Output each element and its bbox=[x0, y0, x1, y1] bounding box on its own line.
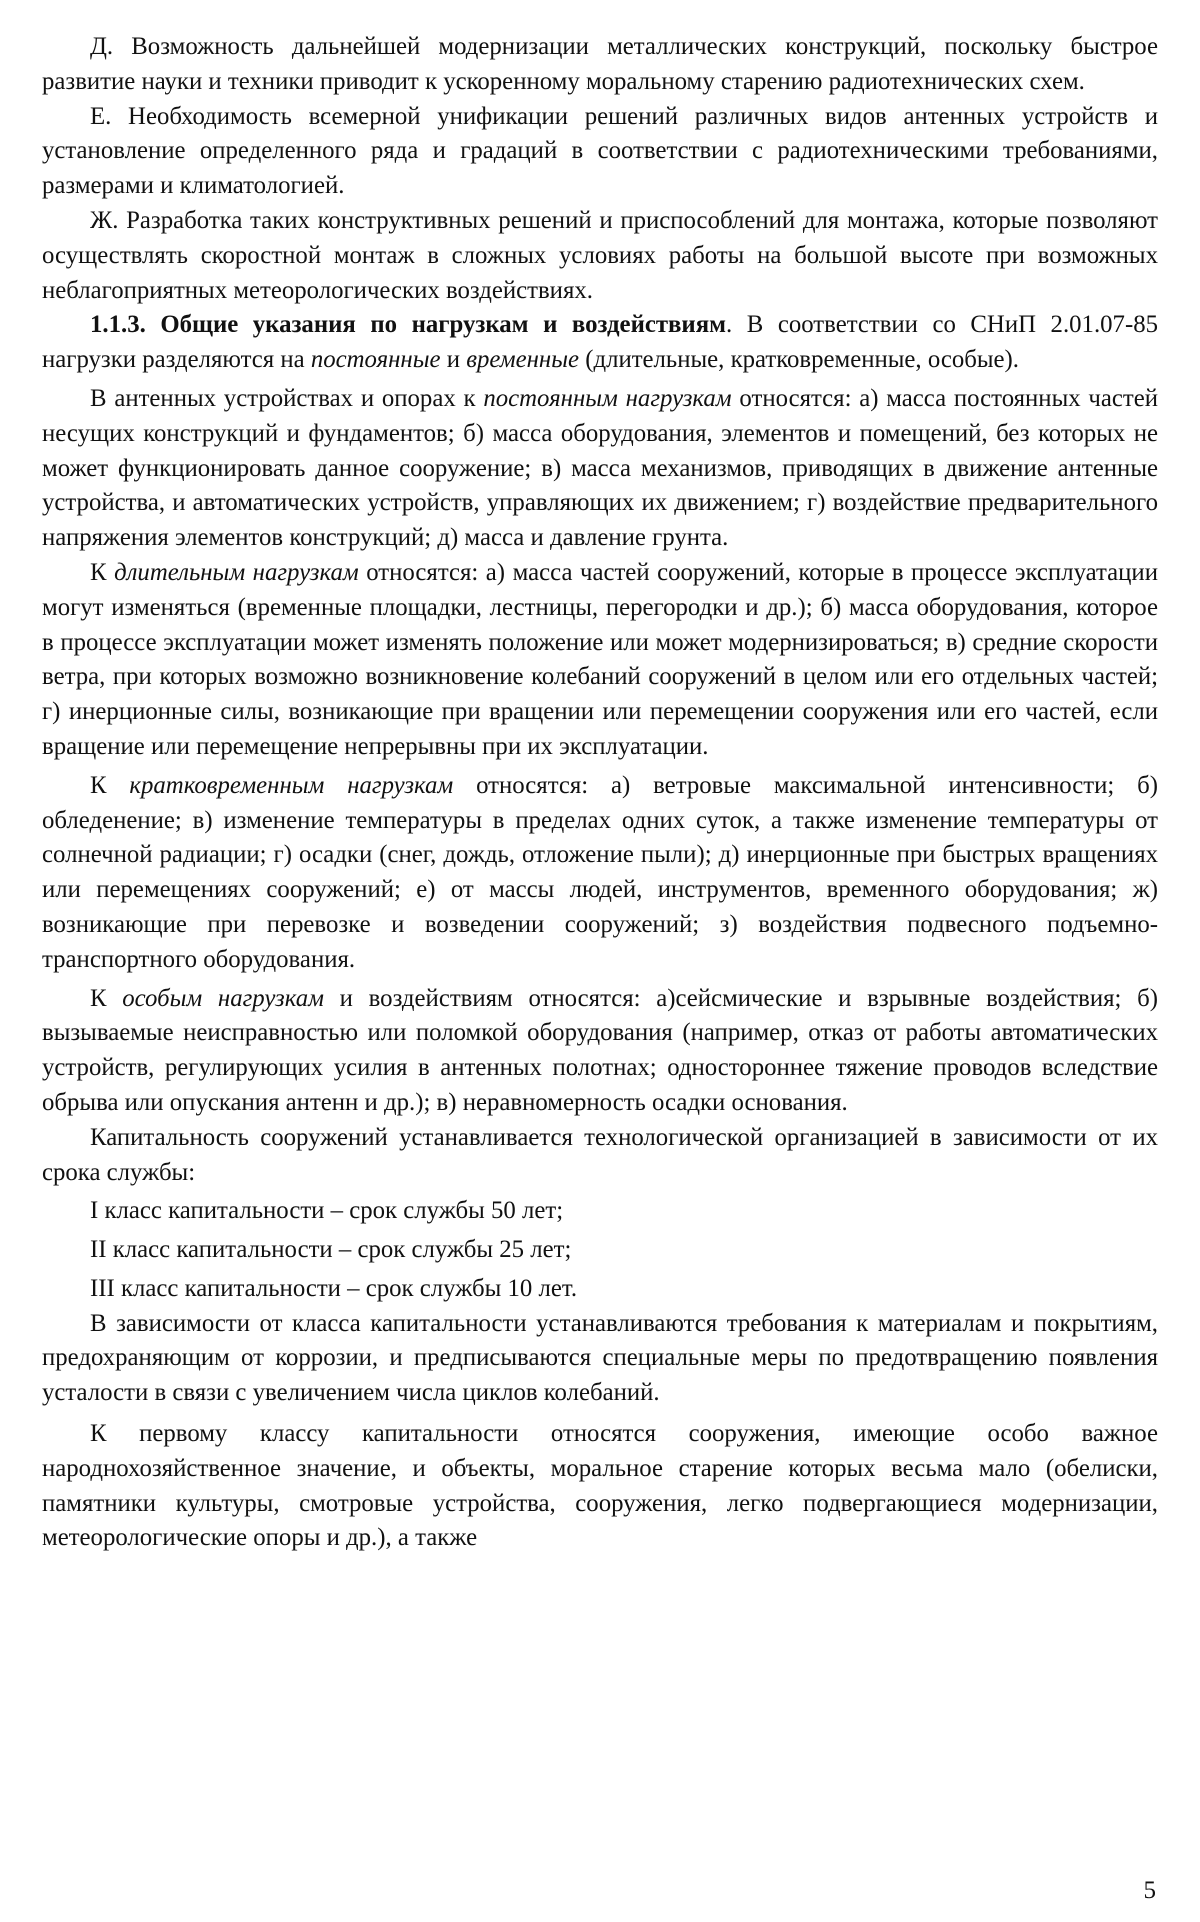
paragraph-first-class: К первому классу капитальности относятся сооружения, имеющие особо важное народнохозяйственное значение, и объекты, моральное старение которых весьма мало (обелиски, памятники культуры, смотровые устройства, сооружения, легко подвергающиеся модернизации, метеорологические опоры и др.), а также bbox=[42, 1420, 1158, 1552]
paragraph-permanent-loads: В антенных устройствах и опорах к постоянным нагрузкам относятся: а) масса постоянных частей несущих конструкций и фундаментов; б) масса оборудования, элементов и помещений, без которых не может функционировать данное сооружение; в) масса механизмов, приводящих в движение антенные устройства, и автоматических устройств, управляющих их движением; г) воздействие предварительного напряжения элементов конструкций; д) масса и давление грунта. bbox=[42, 384, 1158, 552]
paragraph-class-requirements: В зависимости от класса капитальности устанавливаются требования к материалам и покрытиям, предохраняющим от коррозии, и предписываются специальные меры по предотвращению появления усталости в связи с увеличением числа циклов колебаний. bbox=[42, 1309, 1158, 1407]
paragraph-e: Е. Необходимость всемерной унификации решений различных видов антенных устройств и установление определенного ряда и градаций в соответствии с радиотехническими требованиями, размерами и климатологией. bbox=[42, 102, 1158, 200]
class-2-item: II класс капитальности – срок службы 25 лет; bbox=[90, 1236, 572, 1264]
class-3-item: III класс капитальности – срок службы 10 лет. bbox=[90, 1274, 578, 1302]
term-temporary: временные bbox=[466, 346, 579, 374]
term-special-loads: особым нагрузкам bbox=[122, 984, 324, 1012]
term-permanent-loads: постоянным нагрузкам bbox=[483, 384, 732, 412]
paragraph-special-loads: К особым нагрузкам и воздействиям относятся: а)сейсмические и взрывные воздействия; б) вызываемые неисправностью или поломкой оборудования (например, отказ от работы автоматических устройств, регулирующих усилия в антенных полотнах; одностороннее тяжение проводов вследствие обрыва или опускания антенн и др.); в) неравномерность осадки основания. bbox=[42, 984, 1158, 1116]
section-heading: 1.1.3. Общие указания по нагрузкам и воздействиям bbox=[90, 311, 727, 339]
term-short-term-loads: кратковременным нагрузкам bbox=[129, 771, 454, 799]
term-permanent: постоянные bbox=[310, 346, 441, 374]
paragraph-short-term-loads: К кратковременным нагрузкам относятся: а) ветровые максимальной интенсивности; б) обледенение; в) изменение температуры в пределах одних суток, а также изменение температуры от солнечной радиации; г) осадки (снег, дождь, отложение пыли); д) инерционные при быстрых вращениях или перемещениях сооружений; е) от массы людей, инструментов, временного оборудования; ж) возникающие при перевозке и возведении сооружений; з) воздействия подвесного подъемно-транспортного оборудования. bbox=[42, 771, 1158, 973]
class-1-item: I класс капитальности – срок службы 50 лет; bbox=[90, 1197, 564, 1225]
section-1-1-3: 1.1.3. Общие указания по нагрузкам и воздействиям. В соответствии со СНиП 2.01.07-85 нагрузки разделяются на постоянные и временные (длительные, кратковременные, особые). bbox=[42, 311, 1158, 374]
body-text bbox=[42, 30, 1158, 1556]
paragraph-zh: Ж. Разработка таких конструктивных решений и приспособлений для монтажа, которые позволяют осуществлять скоростной монтаж в сложных условиях работы на большой высоте при возможных неблагоприятных метеорологических воздействиях. bbox=[42, 206, 1158, 304]
page-number: 5 bbox=[1143, 1877, 1156, 1904]
term-long-term-loads: длительным нагрузкам bbox=[114, 558, 359, 586]
paragraph-long-term-loads: К длительным нагрузкам относятся: а) масса частей сооружений, которые в процессе эксплуатации могут изменяться (временные площадки, лестницы, перегородки и др.); б) масса оборудования, которое в процессе эксплуатации может изменять положение или может модернизироваться; в) средние скорости ветра, при которых возможно возникновение колебаний сооружений в целом или его отдельных частей; г) инерционные силы, возникающие при вращении или перемещении сооружения или его частей, если вращение или перемещение непрерывны при их эксплуатации. bbox=[42, 558, 1158, 760]
paragraph-capital-classes-intro: Капитальность сооружений устанавливается технологической организацией в зависимости от их срока службы: bbox=[42, 1123, 1158, 1186]
paragraph-d: Д. Возможность дальнейшей модернизации металлических конструкций, поскольку быстрое развитие науки и техники приводит к ускоренному моральному старению радиотехнических схем. bbox=[42, 33, 1158, 95]
